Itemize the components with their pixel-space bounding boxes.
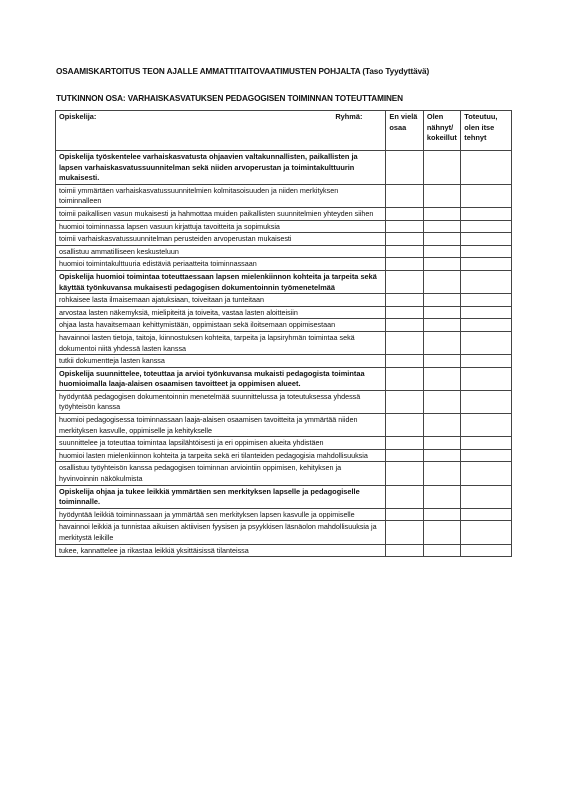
check-cell-seen-tried[interactable] (423, 233, 460, 246)
check-cell-done-myself[interactable] (461, 151, 512, 185)
criterion-text: huomioi lasten mielenkiinnon kohteita ja tarpeita sekä eri tilanteiden pedagogisia mahdollisuuksia (56, 449, 386, 462)
check-cell-done-myself[interactable] (461, 485, 512, 508)
table-row (56, 544, 512, 557)
check-cell-seen-tried[interactable] (423, 207, 460, 220)
table-row (56, 390, 512, 413)
check-cell-seen-tried[interactable] (423, 367, 460, 390)
table-row (56, 207, 512, 220)
check-cell-not-yet[interactable] (386, 355, 423, 368)
table-row (56, 331, 512, 354)
check-cell-seen-tried[interactable] (423, 521, 460, 544)
section-heading-text: Opiskelija ohjaa ja tukee leikkiä ymmärtäen sen merkityksen lapselle ja pedagogiselle toiminnalle. (56, 485, 386, 508)
check-cell-seen-tried[interactable] (423, 414, 460, 437)
group-label: Ryhmä: (335, 112, 363, 121)
check-cell-done-myself[interactable] (461, 544, 512, 557)
check-cell-seen-tried[interactable] (423, 390, 460, 413)
section-heading-row (56, 151, 512, 185)
table-row (56, 437, 512, 450)
check-cell-done-myself[interactable] (461, 367, 512, 390)
check-cell-done-myself[interactable] (461, 184, 512, 207)
check-cell-not-yet[interactable] (386, 151, 423, 185)
table-row (56, 233, 512, 246)
section-heading-text: Opiskelija suunnittelee, toteuttaa ja arvioi työnkuvansa mukaisti pedagogista toimintaa huomioimalla laaja-alaisen osaamisen tavoitteet ja oppimisen alueet. (56, 367, 386, 390)
check-cell-not-yet[interactable] (386, 245, 423, 258)
check-cell-done-myself[interactable] (461, 258, 512, 271)
check-cell-not-yet[interactable] (386, 184, 423, 207)
check-cell-done-myself[interactable] (461, 521, 512, 544)
check-cell-not-yet[interactable] (386, 508, 423, 521)
check-cell-seen-tried[interactable] (423, 544, 460, 557)
check-cell-done-myself[interactable] (461, 355, 512, 368)
criterion-text: suunnittelee ja toteuttaa toimintaa lapsilähtöisesti ja eri oppimisen alueita yhdistäen (56, 437, 386, 450)
check-cell-done-myself[interactable] (461, 306, 512, 319)
check-cell-not-yet[interactable] (386, 449, 423, 462)
header-col-seen-tried: Olen nähnyt/ kokeillut (423, 111, 460, 151)
check-cell-seen-tried[interactable] (423, 319, 460, 332)
table-row (56, 184, 512, 207)
table-row (56, 220, 512, 233)
check-cell-not-yet[interactable] (386, 521, 423, 544)
criterion-text: huomioi pedagogisessa toiminnassaan laaja-alaisen osaamisen tavoitteita ja ymmärtää niiden merkityksen kasvulle, oppimiselle ja kehitykselle (56, 414, 386, 437)
assessment-table (55, 110, 512, 557)
check-cell-done-myself[interactable] (461, 233, 512, 246)
check-cell-not-yet[interactable] (386, 414, 423, 437)
check-cell-not-yet[interactable] (386, 544, 423, 557)
check-cell-seen-tried[interactable] (423, 151, 460, 185)
check-cell-done-myself[interactable] (461, 449, 512, 462)
check-cell-seen-tried[interactable] (423, 462, 460, 485)
check-cell-not-yet[interactable] (386, 485, 423, 508)
check-cell-not-yet[interactable] (386, 331, 423, 354)
table-row (56, 245, 512, 258)
check-cell-not-yet[interactable] (386, 319, 423, 332)
check-cell-not-yet[interactable] (386, 258, 423, 271)
section-heading-text: Opiskelija työskentelee varhaiskasvatusta ohjaavien valtakunnallisten, paikallisten ja lapsen varhaiskasvatussuunnitelman sekä niiden arvoperustan ja toimintakulttuurin mukaisesti. (56, 151, 386, 185)
check-cell-not-yet[interactable] (386, 437, 423, 450)
table-row (56, 462, 512, 485)
table-row (56, 449, 512, 462)
table-row (56, 521, 512, 544)
check-cell-not-yet[interactable] (386, 462, 423, 485)
check-cell-done-myself[interactable] (461, 319, 512, 332)
section-heading-row (56, 270, 512, 293)
check-cell-done-myself[interactable] (461, 331, 512, 354)
table-row (56, 319, 512, 332)
check-cell-not-yet[interactable] (386, 390, 423, 413)
table-row (56, 414, 512, 437)
check-cell-done-myself[interactable] (461, 294, 512, 307)
header-col-not-yet: En vielä osaa (386, 111, 423, 151)
criterion-text: rohkaisee lasta ilmaisemaan ajatuksiaan, toiveitaan ja tunteitaan (56, 294, 386, 307)
criterion-text: osallistuu työyhteisön kanssa pedagogisen toiminnan arviointiin oppimisen, kehityksen ja hyvinvoinnin näkökulmista (56, 462, 386, 485)
check-cell-seen-tried[interactable] (423, 449, 460, 462)
check-cell-done-myself[interactable] (461, 462, 512, 485)
criterion-text: tutkii dokumentteja lasten kanssa (56, 355, 386, 368)
check-cell-done-myself[interactable] (461, 245, 512, 258)
criterion-text: huomioi toiminnassa lapsen vasuun kirjattuja tavoitteita ja sopimuksia (56, 220, 386, 233)
document-subtitle: TUTKINNON OSA: VARHAISKASVATUKSEN PEDAGOGISEN TOIMINNAN TOTEUTTAMINEN (56, 94, 403, 103)
check-cell-seen-tried[interactable] (423, 437, 460, 450)
criterion-text: toimii varhaiskasvatussuunnitelman perusteiden arvoperustan mukaisesti (56, 233, 386, 246)
check-cell-not-yet[interactable] (386, 367, 423, 390)
criterion-text: tukee, kannattelee ja rikastaa leikkiä yksittäisissä tilanteissa (56, 544, 386, 557)
check-cell-seen-tried[interactable] (423, 508, 460, 521)
table-row (56, 355, 512, 368)
check-cell-not-yet[interactable] (386, 270, 423, 293)
table-row (56, 258, 512, 271)
section-heading-row (56, 485, 512, 508)
header-student-cell[interactable] (56, 111, 386, 151)
table-row (56, 294, 512, 307)
check-cell-seen-tried[interactable] (423, 258, 460, 271)
table-header-row (56, 111, 512, 151)
check-cell-seen-tried[interactable] (423, 220, 460, 233)
check-cell-seen-tried[interactable] (423, 294, 460, 307)
check-cell-done-myself[interactable] (461, 270, 512, 293)
check-cell-seen-tried[interactable] (423, 355, 460, 368)
criterion-text: ohjaa lasta havaitsemaan kehittymistään, oppimistaan sekä iloitsemaan oppimisestaan (56, 319, 386, 332)
check-cell-seen-tried[interactable] (423, 270, 460, 293)
criterion-text: huomioi toimintakulttuuria edistäviä periaatteita toiminnassaan (56, 258, 386, 271)
check-cell-done-myself[interactable] (461, 437, 512, 450)
check-cell-seen-tried[interactable] (423, 184, 460, 207)
criterion-text: havainnoi leikkiä ja tunnistaa aikuisen aktiivisen fyysisen ja psyykkisen läsnäolon mahdollisuuksia ja merkitystä leikille (56, 521, 386, 544)
criterion-text: arvostaa lasten näkemyksiä, mielipiteitä ja toiveita, vastaa lasten aloitteisiin (56, 306, 386, 319)
criterion-text: toimii paikallisen vasun mukaisesti ja hahmottaa muiden paikallisten suunnitelmien yhteyden siihen (56, 207, 386, 220)
check-cell-not-yet[interactable] (386, 207, 423, 220)
check-cell-not-yet[interactable] (386, 220, 423, 233)
criterion-text: hyödyntää pedagogisen dokumentoinnin menetelmää suunnittelussa ja toteutuksessa yhdessä työyhteisön kanssa (56, 390, 386, 413)
section-heading-row (56, 367, 512, 390)
criterion-text: hyödyntää leikkiä toiminnassaan ja ymmärtää sen merkityksen lapsen kasvulle ja oppimiselle (56, 508, 386, 521)
section-heading-text: Opiskelija huomioi toimintaa toteuttaessaan lapsen mielenkiinnon kohteita ja tarpeita sekä käyttää työnkuvansa mukaisesti pedagogisen dokumentoinnin työmenetelmää (56, 270, 386, 293)
check-cell-done-myself[interactable] (461, 508, 512, 521)
criterion-text: havainnoi lasten tietoja, taitoja, kiinnostuksen kohteita, tarpeita ja lapsiryhmän toimintaa sekä dokumentoi niitä yhdessä lasten kanssa (56, 331, 386, 354)
check-cell-not-yet[interactable] (386, 306, 423, 319)
check-cell-done-myself[interactable] (461, 414, 512, 437)
check-cell-seen-tried[interactable] (423, 485, 460, 508)
table-row (56, 508, 512, 521)
check-cell-done-myself[interactable] (461, 220, 512, 233)
document-title: OSAAMISKARTOITUS TEON AJALLE AMMATTITAITOVAATIMUSTEN POHJALTA (Taso Tyydyttävä) (56, 67, 430, 76)
table-row (56, 306, 512, 319)
check-cell-seen-tried[interactable] (423, 306, 460, 319)
criterion-text: osallistuu ammatilliseen keskusteluun (56, 245, 386, 258)
check-cell-seen-tried[interactable] (423, 245, 460, 258)
check-cell-done-myself[interactable] (461, 207, 512, 220)
check-cell-seen-tried[interactable] (423, 331, 460, 354)
criterion-text: toimii ymmärtäen varhaiskasvatussuunnitelmien kolmitasoisuuden ja niiden merkityksen toiminnalleen (56, 184, 386, 207)
check-cell-not-yet[interactable] (386, 233, 423, 246)
check-cell-done-myself[interactable] (461, 390, 512, 413)
check-cell-not-yet[interactable] (386, 294, 423, 307)
student-label: Opiskelija: (59, 112, 97, 121)
header-col-done-myself: Toteutuu, olen itse tehnyt (461, 111, 512, 151)
